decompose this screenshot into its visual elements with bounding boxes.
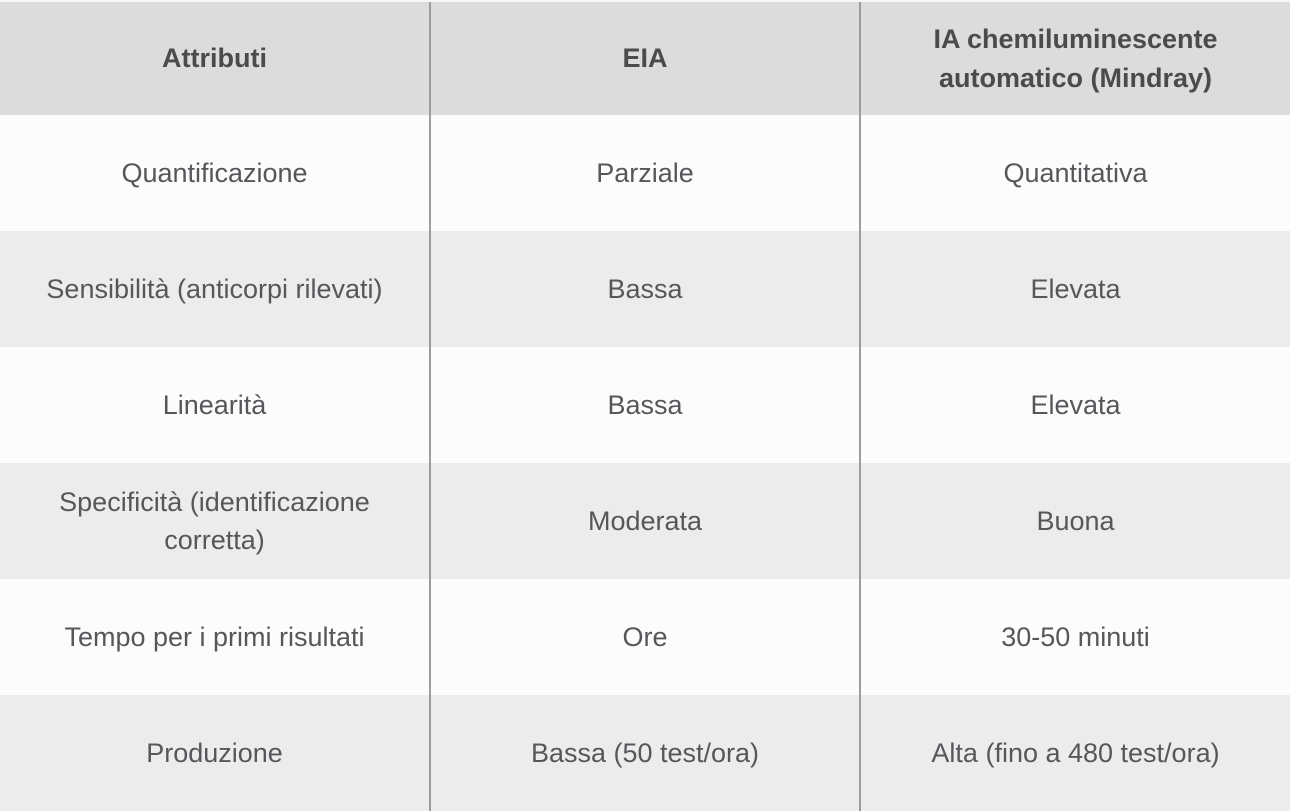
column-header-attributi: Attributi	[0, 2, 430, 115]
cell-mindray-value: Elevata	[860, 347, 1290, 463]
cell-mindray-value: Elevata	[860, 231, 1290, 347]
table-row-produzione	[0, 695, 1290, 811]
cell-eia-value: Parziale	[430, 115, 860, 231]
cell-mindray-value: Quantitativa	[860, 115, 1290, 231]
cell-eia-value: Bassa	[430, 231, 860, 347]
table-row-quantificazione	[0, 115, 1290, 231]
cell-eia-value: Ore	[430, 579, 860, 695]
table-body	[0, 115, 1290, 811]
cell-mindray-value: 30-50 minuti	[860, 579, 1290, 695]
table-row-sensibilita	[0, 231, 1290, 347]
column-header-mindray: IA chemiluminescente automatico (Mindray)	[860, 2, 1290, 115]
table-row-tempo-risultati	[0, 579, 1290, 695]
cell-eia-value: Bassa (50 test/ora)	[430, 695, 860, 811]
cell-eia-value: Moderata	[430, 463, 860, 579]
cell-mindray-value: Buona	[860, 463, 1290, 579]
cell-attribute: Quantificazione	[0, 115, 430, 231]
table-header	[0, 2, 1290, 115]
cell-attribute: Sensibilità (anticorpi rilevati)	[0, 231, 430, 347]
cell-attribute: Specificità (identificazione corretta)	[0, 463, 430, 579]
table-row-linearita	[0, 347, 1290, 463]
eia-vs-mindray-comparison-table	[0, 2, 1290, 811]
table-row-specificita	[0, 463, 1290, 579]
cell-attribute: Produzione	[0, 695, 430, 811]
column-header-eia: EIA	[430, 2, 860, 115]
cell-attribute: Linearità	[0, 347, 430, 463]
cell-mindray-value: Alta (fino a 480 test/ora)	[860, 695, 1290, 811]
header-row	[0, 2, 1290, 115]
cell-attribute: Tempo per i primi risultati	[0, 579, 430, 695]
cell-eia-value: Bassa	[430, 347, 860, 463]
